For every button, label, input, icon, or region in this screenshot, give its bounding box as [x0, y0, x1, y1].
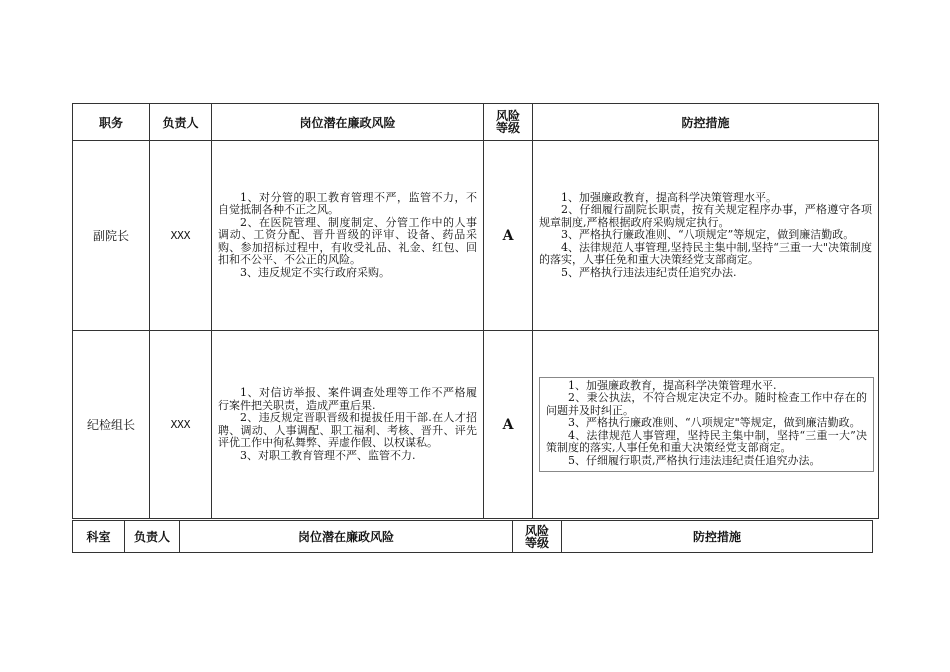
risk-item: 1、对分管的职工教育管理不严，监管不力，不自觉抵制各种不正之风。: [218, 190, 477, 217]
header-risk: 岗位潜在廉政风险: [180, 521, 513, 553]
risk-item: 2、在医院管理、制度制定、分管工作中的人事调动、工资分配、晋升晋级的评审、设备、药品采购、参加招标过程中，有收受礼品、礼金、红包、回扣和不公平、不公正的风险。: [218, 215, 477, 267]
table-row: [73, 141, 879, 331]
risk-level-cell: A: [484, 141, 533, 331]
header-level-line-1: 风险: [495, 109, 520, 123]
measure-item: 4、法律规范人事管理,坚持民主集中制,坚持“三重一大"决策制度的落实，人事任免和重大决策经党支部商定。: [539, 240, 872, 267]
risk-table-departments: [72, 520, 873, 553]
measures-cell: [533, 331, 879, 519]
measure-item: 4、法律规范人事管理，坚持民主集中制，坚持“三重一大”决策制度的落实,人事任免和重大决策经党支部商定。: [546, 428, 867, 455]
header-level-line-1: 风险: [524, 523, 549, 538]
header-measures: 防控措施: [533, 104, 879, 141]
risk-item: 3、违反规定不实行政府采购。: [240, 265, 390, 279]
risk-item: 1、对信访举报、案件调查处理等工作不严格履行案件把关职责，造成严重后果.: [218, 386, 477, 412]
header-measures: 防控措施: [562, 521, 873, 553]
header-dept: 科室: [73, 521, 125, 553]
table-header-row: [73, 521, 873, 553]
header-risk: 岗位潜在廉政风险: [212, 104, 484, 141]
header-person: 负责人: [125, 521, 180, 553]
person-cell: XXX: [150, 331, 212, 519]
measure-item: 3、严格执行廉政准则、“八项规定"等规定，做到廉洁勤政。: [568, 416, 861, 430]
measure-item: 5、仔细履行职责,严格执行违法违纪责任追究办法。: [568, 453, 821, 467]
header-position: 职务: [73, 104, 150, 141]
measure-item: 1、加强廉政教育，提高科学决策管理水平。: [561, 190, 777, 204]
risk-cell: [212, 141, 484, 331]
risk-level-cell: A: [484, 331, 533, 519]
risk-table-leadership: [72, 103, 879, 519]
measure-item: 2、秉公执法，不符合规定决定不办。随时检查工作中存在的问题并及时纠正。: [546, 391, 867, 417]
header-level: [513, 521, 562, 553]
position-cell: 纪检组长: [73, 331, 150, 519]
risk-item: 3、对职工教育管理不严、监管不力.: [240, 448, 416, 462]
measure-item: 3、严格执行廉政准则、“八项规定”等规定，做到廉洁勤政。: [561, 228, 855, 242]
header-level-line-2: 等级: [524, 535, 549, 550]
measures-cell: [533, 141, 879, 331]
table-header-row: [73, 104, 879, 141]
position-cell: 副院长: [73, 141, 150, 331]
measure-item: 2、仔细履行副院长职责，按有关规定程序办事，严格遵守各项规章制度,严格根据政府采购规定执行。: [539, 203, 872, 229]
risk-cell: [212, 331, 484, 519]
header-level: [484, 104, 533, 141]
table-row: [73, 331, 879, 519]
measure-item: 1、加强廉政教育，提高科学决策管理水平.: [568, 378, 777, 392]
measures-box: [539, 377, 874, 473]
header-level-line-2: 等级: [495, 121, 520, 135]
header-person: 负责人: [150, 104, 212, 141]
measure-item: 5、严格执行违法违纪责任追究办法.: [561, 265, 737, 279]
person-cell: XXX: [150, 141, 212, 331]
risk-item: 2、违反规定晋职晋级和提拔任用干部.在人才招聘、调动、人事调配、职工福利、考核、晋升、评先评优工作中徇私舞弊、弄虚作假、以权谋私。: [218, 411, 477, 449]
